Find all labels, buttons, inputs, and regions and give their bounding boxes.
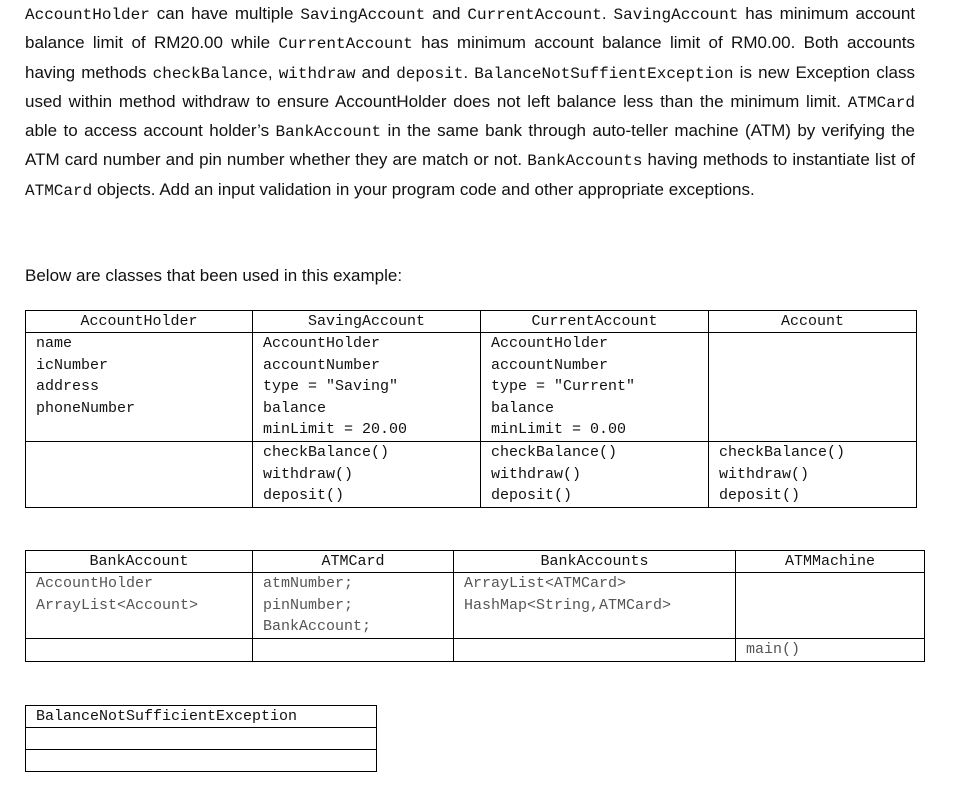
- methods-cell: [26, 750, 377, 772]
- methods-cell: [736, 638, 925, 661]
- class-method: withdraw(): [263, 465, 354, 483]
- attributes-cell: [253, 573, 454, 639]
- methods-cell: [253, 442, 481, 508]
- code-term: checkBalance: [152, 64, 268, 83]
- class-name-current-account: CurrentAccount: [481, 311, 709, 333]
- class-method: withdraw(): [719, 465, 810, 483]
- class-method: deposit(): [263, 487, 345, 504]
- class-method: checkBalance(): [263, 444, 390, 461]
- text-run: can have multiple: [149, 4, 301, 23]
- class-name-balance-not-sufficient-exception: BalanceNotSufficientException: [26, 706, 377, 728]
- text-run: in the same bank through auto-teller machine (ATM) by verifying the ATM card number and pin number whether they are match or not.: [25, 121, 915, 170]
- class-attribute: accountNumber: [263, 356, 381, 374]
- class-attribute: pinNumber;: [263, 596, 354, 614]
- class-attribute: accountNumber: [491, 356, 609, 374]
- text-run: .: [601, 4, 614, 23]
- class-attribute: AccountHolder: [263, 335, 381, 352]
- attributes-cell: [709, 333, 917, 442]
- class-method: checkBalance(): [491, 444, 618, 461]
- text-run: able to access account holder’s: [25, 121, 276, 141]
- attributes-cell: [481, 333, 709, 442]
- attributes-cell: [736, 573, 925, 639]
- code-term: SavingAccount: [613, 6, 739, 24]
- class-attribute: AccountHolder: [36, 575, 154, 592]
- class-method: deposit(): [719, 487, 801, 504]
- class-attribute: BankAccount;: [263, 618, 372, 635]
- attributes-cell: [253, 333, 481, 442]
- methods-cell: [26, 638, 253, 661]
- text-run: objects. Add an input validation in your program code and other appropriate exceptions.: [92, 179, 755, 199]
- text-run: ,: [267, 62, 279, 82]
- code-term: BankAccounts: [527, 152, 643, 171]
- code-term: ATMCard: [25, 181, 93, 200]
- class-attribute: atmNumber;: [263, 575, 354, 592]
- class-name-bank-accounts: BankAccounts: [454, 551, 736, 573]
- attributes-cell: [26, 728, 377, 750]
- class-name-atm-card: ATMCard: [253, 551, 454, 573]
- text-run: has minimum account balance limit of RM20.00 while: [25, 4, 915, 53]
- text-run: and: [355, 62, 397, 82]
- code-term: AccountHolder: [25, 6, 150, 24]
- class-attribute: AccountHolder: [491, 335, 609, 352]
- code-term: BankAccount: [275, 123, 382, 142]
- class-attribute: balance: [491, 399, 555, 417]
- class-name-account: Account: [709, 311, 917, 333]
- class-name-bank-account: BankAccount: [26, 551, 253, 573]
- class-table-banking: [25, 550, 925, 662]
- methods-cell: [253, 638, 454, 661]
- class-attribute: minLimit = 20.00: [263, 421, 408, 438]
- class-attribute: icNumber: [36, 356, 109, 374]
- class-attribute: balance: [263, 399, 327, 417]
- class-method: deposit(): [491, 487, 573, 504]
- text-run: has minimum account balance limit of RM0.00. Both accounts having methods: [25, 33, 916, 82]
- class-method: withdraw(): [491, 465, 582, 483]
- problem-description: [25, 0, 915, 205]
- class-attribute: type = "Current": [491, 378, 636, 395]
- attributes-cell: [26, 573, 253, 639]
- classes-intro: Below are classes that been used in this example:: [25, 266, 403, 285]
- code-term: CurrentAccount: [467, 6, 602, 24]
- attributes-cell: [26, 333, 253, 442]
- methods-cell: [26, 442, 253, 508]
- methods-cell: [709, 442, 917, 508]
- attributes-cell: [454, 573, 736, 639]
- methods-cell: [481, 442, 709, 508]
- class-attribute: ArrayList<Account>: [36, 596, 199, 614]
- text-run: having methods to instantiate list of: [642, 150, 916, 170]
- class-method: checkBalance(): [719, 444, 846, 461]
- methods-cell: [454, 638, 736, 661]
- code-term: deposit: [396, 64, 464, 83]
- class-name-account-holder: AccountHolder: [26, 311, 253, 333]
- class-attribute: phoneNumber: [36, 399, 136, 417]
- code-term: SavingAccount: [300, 6, 426, 24]
- text-run: is new Exception class used within method withdraw to ensure AccountHolder does not left balance less than the minimum limit.: [25, 62, 915, 111]
- class-attribute: type = "Saving": [263, 378, 399, 395]
- class-attribute: address: [36, 378, 100, 395]
- code-term: ATMCard: [847, 93, 915, 112]
- class-attribute: minLimit = 0.00: [491, 421, 627, 438]
- code-term: CurrentAccount: [278, 35, 413, 54]
- class-name-atm-machine: ATMMachine: [736, 551, 925, 573]
- class-table-exception: [25, 705, 377, 772]
- class-attribute: name: [36, 335, 73, 352]
- text-run: .: [463, 62, 475, 82]
- class-table-accounts: [25, 310, 917, 508]
- class-method: main(): [746, 640, 801, 658]
- code-term: BalanceNotSuffientException: [474, 64, 734, 83]
- class-attribute: ArrayList<ATMCard>: [464, 575, 627, 592]
- code-term: withdraw: [278, 64, 356, 83]
- text-run: and: [425, 4, 468, 23]
- class-attribute: HashMap<String,ATMCard>: [464, 596, 672, 614]
- class-name-saving-account: SavingAccount: [253, 311, 481, 333]
